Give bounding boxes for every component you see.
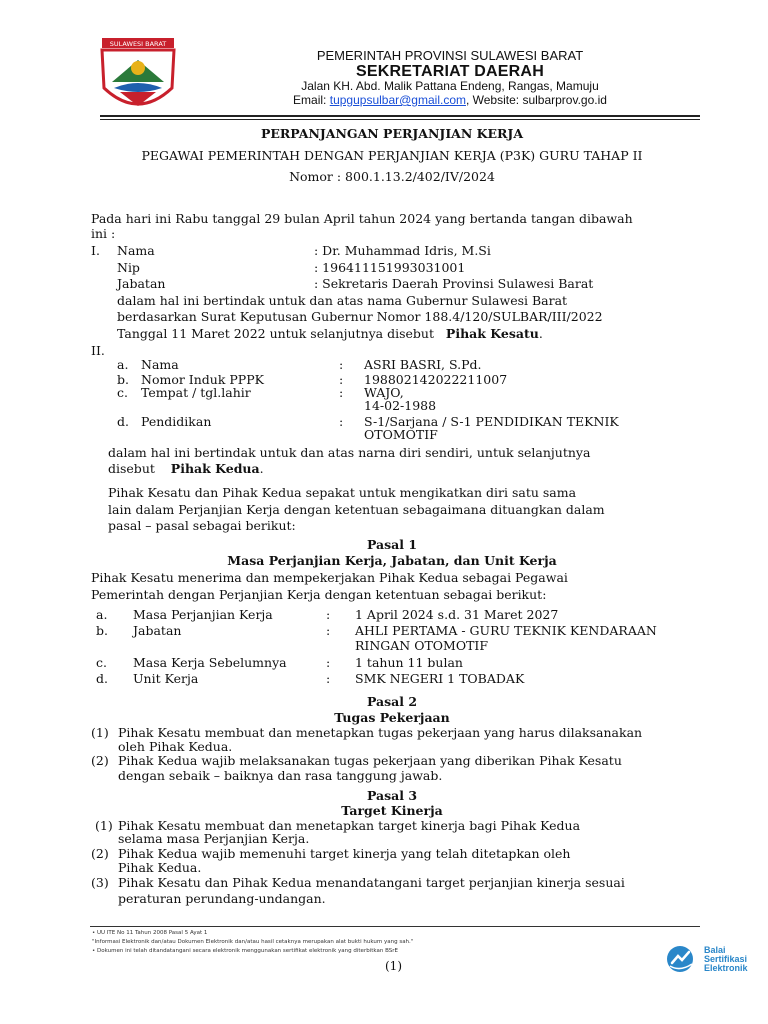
pasal1-value: 1 April 2024 s.d. 31 Maret 2027 (355, 607, 559, 622)
party2-value: S-1/Sarjana / S-1 PENDIDIKAN TEKNIK (364, 414, 619, 429)
pasal3-item-num: (2) (91, 846, 109, 861)
office-contact (0, 93, 768, 107)
pasal2-heading: Pasal 2 (366, 694, 418, 709)
party2-value: 198802142022211007 (364, 372, 508, 387)
party2-colon: : (339, 385, 344, 400)
document-number: Nomor : 800.1.13.2/402/IV/2024 (289, 169, 495, 184)
pasal1-letter: b. (96, 623, 108, 638)
party2-label: Tempat / tgl.lahir (141, 385, 251, 400)
pasal3-item-num: (3) (91, 875, 109, 890)
bsre-text: Elektronik (704, 963, 748, 973)
government-name: PEMERINTAH PROVINSI SULAWESI BARAT (316, 48, 584, 63)
period: . (259, 461, 264, 476)
bsre-text: Balai (704, 945, 726, 955)
party1-label: Nip (117, 260, 140, 275)
pihak-kesatu-term: Pihak Kesatu (445, 326, 539, 341)
pasal1-colon: : (326, 607, 331, 622)
svg-text:SULAWESI BARAT: SULAWESI BARAT (109, 40, 167, 48)
pasal1-label: Masa Perjanjian Kerja (133, 607, 273, 622)
pasal1-letter: c. (96, 655, 107, 670)
pasal1-intro: Pihak Kesatu menerima dan mempekerjakan Pihak Kedua sebagai Pegawai (91, 570, 568, 585)
party2-value: ASRI BASRI, S.Pd. (364, 357, 482, 372)
pasal2-item-text: Pihak Kesatu membuat dan menetapkan tugas pekerjaan yang harus dilaksanakan (118, 725, 643, 740)
footnote: • Dokumen ini telah ditandatangani secara elektronik menggunakan sertifikat elektronik yang diterbitkan BSrE (92, 948, 398, 954)
pasal3-item-text: peraturan perundang-undangan. (118, 891, 326, 906)
office-address: Jalan KH. Abd. Malik Pattana Endeng, Rangas, Mamuju (301, 79, 599, 93)
pasal1-colon: : (326, 671, 331, 686)
pasal1-value-cont: RINGAN OTOMOTIF (355, 638, 489, 653)
pasal1-intro: Pemerintah dengan Perjanjian Kerja dengan ketentuan sebagai berikut: (91, 587, 547, 602)
header-divider (100, 115, 700, 117)
party2-paragraph-text: disebut (108, 461, 155, 476)
footnote: • UU ITE No 11 Tahun 2008 Pasal 5 Ayat 1 (92, 930, 208, 936)
bsre-logo-icon (664, 944, 702, 974)
footer-divider (90, 926, 700, 927)
party2-colon: : (339, 414, 344, 429)
party1-label: Jabatan (117, 276, 166, 291)
pasal1-label: Masa Kerja Sebelumnya (133, 655, 287, 670)
pasal1-colon: : (326, 623, 331, 638)
agreement-line: lain dalam Perjanjian Kerja dengan ketentuan sebagaimana dituangkan dalam (108, 502, 605, 517)
page-number: (1) (385, 959, 402, 973)
pasal1-heading: Pasal 1 (366, 537, 418, 552)
agreement-line: Pihak Kesatu dan Pihak Kedua sepakat untuk mengikatkan diri satu sama (108, 485, 577, 500)
bsre-text: Sertifikasi (704, 954, 748, 964)
pasal1-value: SMK NEGERI 1 TOBADAK (355, 671, 525, 686)
party1-paragraph: dalam hal ini bertindak untuk dan atas nama Gubernur Sulawesi Barat (117, 293, 568, 308)
pasal1-title: Masa Perjanjian Kerja, Jabatan, dan Unit Kerja (227, 553, 557, 568)
pasal1-colon: : (326, 655, 331, 670)
pasal2-item-text: Pihak Kedua wajib melaksanakan tugas pekerjaan yang diberikan Pihak Kesatu (118, 753, 622, 768)
email-link[interactable]: tupgupsulbar@gmail.com (329, 93, 466, 107)
footnote: "Informasi Elektronik dan/atau Dokumen Elektronik dan/atau hasil cetaknya merupakan alat bukti hukum yang sah." (92, 939, 414, 945)
pasal1-label: Unit Kerja (133, 671, 199, 686)
pihak-kedua-term: Pihak Kedua (170, 461, 260, 476)
party2-label: Nama (141, 357, 179, 372)
document-title: PERPANJANGAN PERJANJIAN KERJA (260, 126, 524, 141)
party2-colon: : (339, 372, 344, 387)
pasal3-heading: Pasal 3 (366, 788, 418, 803)
pasal3-item-text: Pihak Kesatu membuat dan menetapkan target kinerja bagi Pihak Kedua (118, 818, 581, 833)
office-name: SEKRETARIAT DAERAH (356, 63, 544, 80)
opening-line-1: Pada hari ini Rabu tanggal 29 bulan April tahun 2024 yang bertanda tangan dibawah (91, 211, 633, 226)
party2-label: Nomor Induk PPPK (141, 372, 264, 387)
party2-label: Pendidikan (141, 414, 212, 429)
pasal3-title: Target Kinerja (341, 803, 443, 818)
opening-line-2: ini : (91, 226, 116, 241)
party2-letter: a. (117, 357, 129, 372)
pasal3-item-text: selama masa Perjanjian Kerja. (118, 831, 310, 846)
pasal1-label: Jabatan (133, 623, 182, 638)
party2-paragraph: dalam hal ini bertindak untuk dan atas narna diri sendiri, untuk selanjutnya (108, 445, 591, 460)
period: . (538, 326, 543, 341)
party2-value: WAJO, (364, 385, 404, 400)
party1-value: : Dr. Muhammad Idris, M.Si (314, 243, 491, 258)
party2-colon: : (339, 357, 344, 372)
pasal1-value: AHLI PERTAMA - GURU TEKNIK KENDARAAN (355, 623, 657, 638)
document-subtitle: PEGAWAI PEMERINTAH DENGAN PERJANJIAN KERJA (P3K) GURU TAHAP II (141, 148, 643, 163)
party2-value-cont: 14-02-1988 (364, 398, 437, 413)
party1-paragraph: berdasarkan Surat Keputusan Gubernur Nomor 188.4/120/SULBAR/III/2022 (117, 309, 603, 324)
party1-label: Nama (117, 243, 155, 258)
party1-paragraph (117, 326, 543, 341)
email-label: Email: (293, 93, 330, 107)
pasal3-item-text: Pihak Kedua wajib memenuhi target kinerja yang telah ditetapkan oleh (118, 846, 571, 861)
pasal2-title: Tugas Pekerjaan (334, 710, 450, 725)
pasal2-item-num: (1) (91, 725, 109, 740)
pasal2-item-text: oleh Pihak Kedua. (118, 739, 233, 754)
party2-paragraph (108, 461, 264, 476)
header-divider-thin (100, 119, 700, 120)
pasal3-item-text: Pihak Kesatu dan Pihak Kedua menandatangani target perjanjian kinerja sesuai (118, 875, 625, 890)
party2-numeral: II. (91, 343, 105, 358)
website-text: , Website: sulbarprov.go.id (465, 93, 607, 107)
party2-letter: b. (117, 372, 129, 387)
party2-letter: d. (117, 414, 129, 429)
party1-paragraph-text: Tanggal 11 Maret 2022 untuk selanjutnya disebut (117, 326, 434, 341)
pasal3-item-text: Pihak Kedua. (118, 860, 202, 875)
party1-value: : 196411151993031001 (314, 260, 466, 275)
pasal1-value: 1 tahun 11 bulan (355, 655, 463, 670)
pasal1-letter: a. (96, 607, 108, 622)
party2-letter: c. (117, 385, 128, 400)
pasal2-item-text: dengan sebaik – baiknya dan rasa tanggung jawab. (118, 768, 443, 783)
pasal1-letter: d. (96, 671, 108, 686)
party1-numeral: I. (91, 243, 100, 258)
party2-value-cont: OTOMOTIF (364, 427, 438, 442)
agreement-line: pasal – pasal sebagai berikut: (108, 518, 296, 533)
pasal2-item-num: (2) (91, 753, 109, 768)
pasal3-item-num: (1) (95, 818, 113, 833)
party1-value: : Sekretaris Daerah Provinsi Sulawesi Barat (314, 276, 594, 291)
